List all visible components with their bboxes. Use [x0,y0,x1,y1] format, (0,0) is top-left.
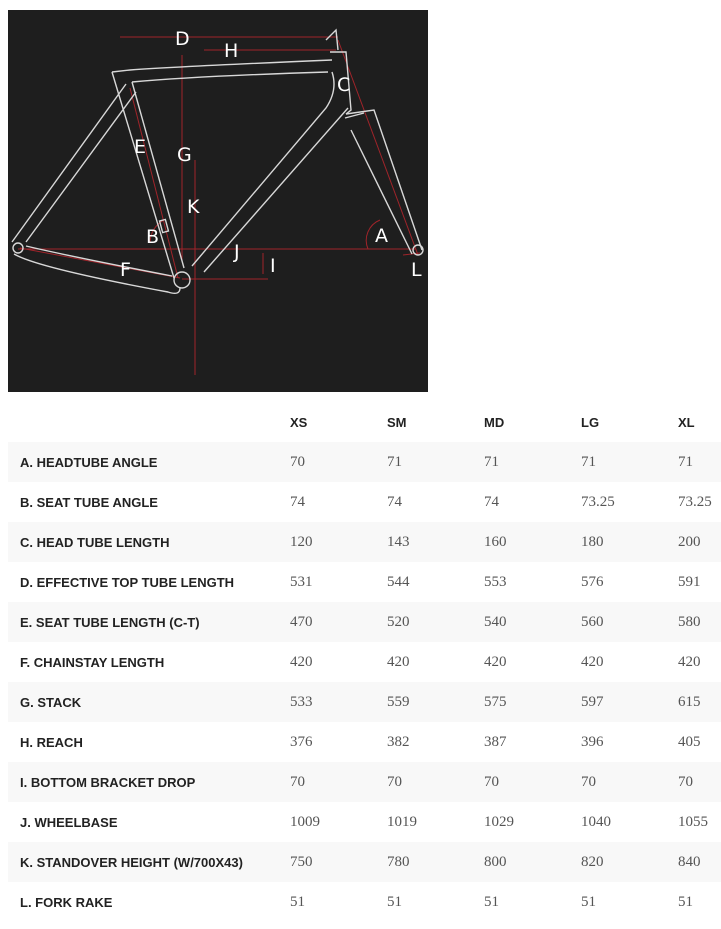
label-d: D [175,28,190,50]
value-md: 800 [484,842,581,882]
value-sm: 780 [387,842,484,882]
value-lg: 71 [581,442,678,482]
value-md: 71 [484,442,581,482]
label-g: G [177,144,192,166]
value-xs: 120 [290,522,387,562]
value-xl: 580 [678,602,721,642]
value-xl: 591 [678,562,721,602]
value-lg: 1040 [581,802,678,842]
value-xs: 531 [290,562,387,602]
table-row [8,722,721,762]
value-xl: 70 [678,762,721,802]
value-xs: 470 [290,602,387,642]
value-xs: 74 [290,482,387,522]
value-md: 1029 [484,802,581,842]
value-md: 70 [484,762,581,802]
value-sm: 559 [387,682,484,722]
value-xs: 70 [290,762,387,802]
value-lg: 576 [581,562,678,602]
row-label: H. REACH [8,722,290,762]
size-header-lg: LG [581,414,600,430]
value-md: 420 [484,642,581,682]
bike-frame-outline [12,30,423,293]
size-header-xs: XS [290,414,308,430]
value-xs: 70 [290,442,387,482]
table-row [8,562,721,602]
table-row [8,522,721,562]
value-xl: 1055 [678,802,721,842]
value-xs: 750 [290,842,387,882]
label-c: C [337,74,351,96]
label-j: J [234,241,240,263]
row-label: J. WHEELBASE [8,802,290,842]
table-row [8,442,721,482]
size-header-md: MD [484,414,505,430]
geometry-spec-table [8,402,721,922]
table-row [8,642,721,682]
value-xl: 840 [678,842,721,882]
label-i: I [270,255,276,277]
row-label: F. CHAINSTAY LENGTH [8,642,290,682]
value-lg: 180 [581,522,678,562]
measurement-guides [18,37,420,375]
value-xl: 420 [678,642,721,682]
table-row [8,762,721,802]
row-label: E. SEAT TUBE LENGTH (C-T) [8,602,290,642]
value-xl: 615 [678,682,721,722]
frame-geometry-diagram [8,10,428,392]
row-label: B. SEAT TUBE ANGLE [8,482,290,522]
value-xl: 73.25 [678,482,721,522]
value-sm: 544 [387,562,484,602]
value-sm: 74 [387,482,484,522]
value-xs: 376 [290,722,387,762]
value-sm: 70 [387,762,484,802]
value-xs: 420 [290,642,387,682]
value-sm: 382 [387,722,484,762]
value-lg: 396 [581,722,678,762]
value-sm: 420 [387,642,484,682]
label-h: H [224,40,239,62]
size-header-xl: XL [678,414,695,430]
value-xl: 71 [678,442,721,482]
value-sm: 520 [387,602,484,642]
label-e: E [134,136,147,158]
value-lg: 820 [581,842,678,882]
frame-diagram-svg [8,10,428,392]
size-header-row [8,402,721,442]
label-b: B [146,226,160,248]
table-row [8,842,721,882]
table-row [8,882,721,922]
row-label: D. EFFECTIVE TOP TUBE LENGTH [8,562,290,602]
value-lg: 560 [581,602,678,642]
value-sm: 51 [387,882,484,922]
label-l: L [411,259,422,281]
value-lg: 73.25 [581,482,678,522]
value-xl: 200 [678,522,721,562]
row-label: K. STANDOVER HEIGHT (W/700X43) [8,842,290,882]
table-row [8,682,721,722]
value-md: 51 [484,882,581,922]
value-xs: 533 [290,682,387,722]
header-blank [8,402,290,442]
value-sm: 71 [387,442,484,482]
table-row [8,802,721,842]
value-lg: 51 [581,882,678,922]
value-lg: 420 [581,642,678,682]
size-header-sm: SM [387,414,407,430]
row-label: A. HEADTUBE ANGLE [8,442,290,482]
value-xs: 1009 [290,802,387,842]
value-xl: 405 [678,722,721,762]
label-f: F [120,259,131,281]
row-label: G. STACK [8,682,290,722]
value-md: 74 [484,482,581,522]
value-md: 160 [484,522,581,562]
value-lg: 597 [581,682,678,722]
value-sm: 1019 [387,802,484,842]
spec-table-body [8,442,721,922]
value-lg: 70 [581,762,678,802]
table-row [8,602,721,642]
value-md: 553 [484,562,581,602]
value-md: 387 [484,722,581,762]
label-k: K [187,196,200,218]
row-label: C. HEAD TUBE LENGTH [8,522,290,562]
value-xs: 51 [290,882,387,922]
value-sm: 143 [387,522,484,562]
value-md: 540 [484,602,581,642]
table-row [8,482,721,522]
row-label: L. FORK RAKE [8,882,290,922]
label-a: A [375,225,388,247]
value-md: 575 [484,682,581,722]
row-label: I. BOTTOM BRACKET DROP [8,762,290,802]
value-xl: 51 [678,882,721,922]
